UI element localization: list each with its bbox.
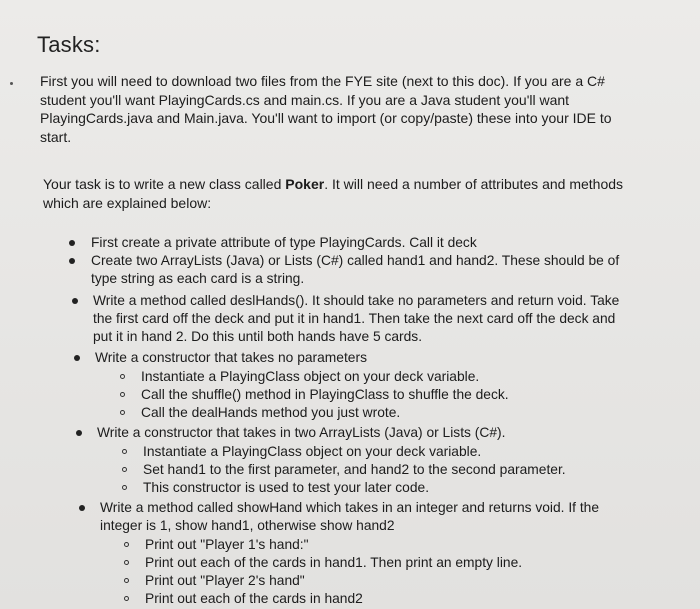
task-line: which are explained below: bbox=[43, 194, 212, 211]
intro-line: start. bbox=[40, 128, 72, 145]
sub-bullet-circle bbox=[124, 578, 129, 583]
sub-list-item-text: Print out "Player 1's hand:" bbox=[145, 537, 309, 552]
sub-bullet-circle bbox=[120, 410, 125, 415]
list-item-text: integer is 1, show hand1, otherwise show hand2 bbox=[100, 518, 395, 533]
sub-list-item bbox=[145, 590, 665, 608]
list-item-text: Write a constructor that takes no parameters bbox=[95, 350, 367, 365]
sub-list-item-text: Instantiate a PlayingClass object on your deck variable. bbox=[141, 369, 480, 384]
list-item-text: Create two ArrayLists (Java) or Lists (C#) called hand1 and hand2. These should be of bbox=[91, 253, 620, 268]
list-item-text: put it in hand 2. Do this until both hands have 5 cards. bbox=[93, 329, 423, 344]
list-item-text: the first card off the deck and put it in hand1. Then take the next card off the deck and bbox=[93, 311, 616, 326]
sub-list-item-text: Print out "Player 2's hand" bbox=[145, 573, 305, 588]
intro-line: First you will need to download two files from the FYE site (next to this doc). If you are a C# bbox=[40, 73, 605, 89]
list-item bbox=[93, 292, 683, 346]
sub-bullet-circle bbox=[124, 542, 129, 547]
sub-bullet-circle bbox=[124, 560, 129, 565]
sub-list-item bbox=[141, 368, 661, 386]
sub-list-item bbox=[145, 536, 665, 554]
sub-list-item-text: Instantiate a PlayingClass object on your deck variable. bbox=[143, 444, 482, 459]
list-item-text: Write a constructor that takes in two ArrayLists (Java) or Lists (C#). bbox=[97, 425, 506, 440]
page-title: Tasks: bbox=[37, 32, 101, 57]
sub-list-item-text: Print out each of the cards in hand2 bbox=[145, 591, 363, 606]
sub-list-item bbox=[141, 404, 661, 422]
task-text: Your task is to write a new class called bbox=[43, 176, 286, 192]
sub-list-item bbox=[141, 386, 661, 404]
task-paragraph bbox=[43, 175, 683, 212]
list-item bbox=[91, 234, 671, 252]
list-item-text: Write a method called showHand which takes in an integer and returns void. If the bbox=[100, 500, 600, 515]
bullet-dot bbox=[72, 298, 78, 304]
sub-bullet-circle bbox=[122, 467, 127, 472]
list-item bbox=[91, 252, 681, 288]
list-item-text: First create a private attribute of type PlayingCards. Call it deck bbox=[91, 235, 477, 250]
sub-list-item bbox=[145, 554, 675, 572]
intro-line: student you'll want PlayingCards.cs and main.cs. If you are a Java student you'll want bbox=[40, 91, 570, 108]
list-item-text: type string as each card is a string. bbox=[91, 271, 305, 286]
sub-bullet-circle bbox=[122, 449, 127, 454]
bullet-dot bbox=[69, 240, 75, 246]
stray-dot-mark bbox=[10, 82, 13, 85]
task-line bbox=[43, 175, 683, 194]
intro-paragraph bbox=[40, 72, 680, 146]
sub-list-item-text: This constructor is used to test your later code. bbox=[143, 480, 430, 495]
sub-list-item bbox=[145, 572, 665, 590]
bullet-dot bbox=[74, 355, 80, 361]
task-text: . It will need a number of attributes and methods bbox=[324, 176, 624, 192]
list-item bbox=[100, 499, 680, 535]
bullet-dot bbox=[76, 430, 82, 436]
sub-bullet-circle bbox=[120, 392, 125, 397]
list-item bbox=[97, 424, 677, 442]
sub-list-item bbox=[143, 479, 663, 497]
sub-list-item-text: Call the shuffle() method in PlayingClass to shuffle the deck. bbox=[141, 387, 509, 402]
bullet-dot bbox=[69, 258, 75, 264]
sub-list-item bbox=[143, 443, 663, 461]
sub-bullet-circle bbox=[120, 374, 125, 379]
list-item-text: Write a method called deslHands(). It should take no parameters and return void. Take bbox=[93, 293, 620, 308]
sub-list-item-text: Call the dealHands method you just wrote. bbox=[141, 405, 401, 420]
sub-bullet-circle bbox=[124, 596, 129, 601]
sub-bullet-circle bbox=[122, 485, 127, 490]
sub-list-item-text: Print out each of the cards in hand1. Then print an empty line. bbox=[145, 555, 523, 570]
bullet-dot bbox=[79, 505, 85, 511]
class-name-poker: Poker bbox=[285, 176, 325, 192]
sub-list-item-text: Set hand1 to the first parameter, and hand2 to the second parameter. bbox=[143, 462, 566, 477]
intro-line: PlayingCards.java and Main.java. You'll want to import (or copy/paste) these into your IDE to bbox=[40, 110, 612, 126]
sub-list-item bbox=[143, 461, 673, 479]
list-item bbox=[95, 349, 675, 367]
